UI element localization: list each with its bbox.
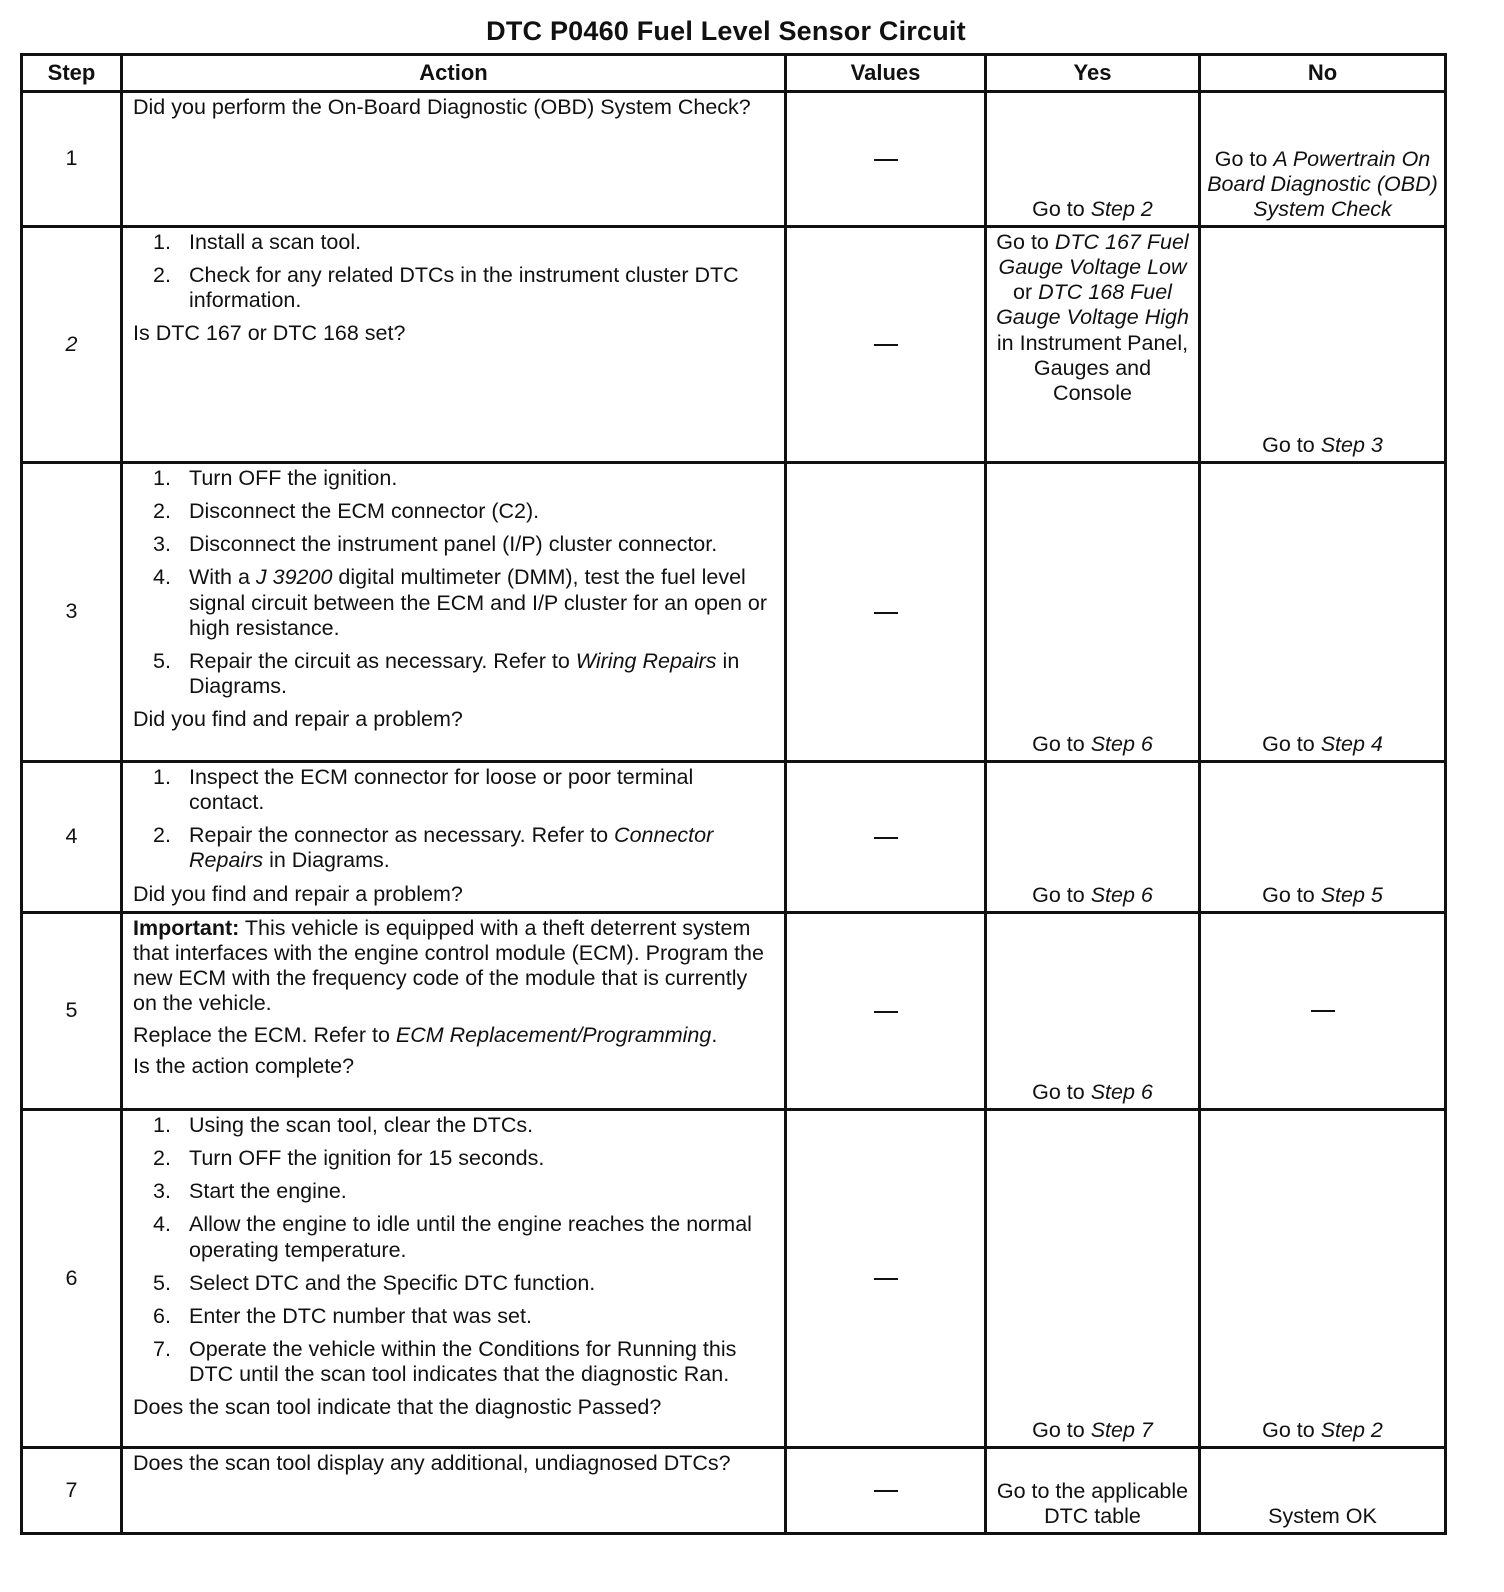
action-cell — [122, 227, 786, 463]
action-cell — [122, 913, 786, 1110]
yes-link: DTC 168 Fuel Gauge Voltage High — [996, 280, 1189, 330]
yes-cell: Go to the applicable DTC table — [986, 1448, 1200, 1534]
values-cell — [786, 1110, 986, 1448]
list-item: 7. Operate the vehicle within the Conditions for Running this DTC until the scan tool indicates that the diagnostic Ran. — [153, 1336, 737, 1387]
no-cell: Go to Step 3 — [1200, 227, 1446, 463]
diagnostic-table — [20, 53, 1447, 1535]
list-item: 6. Enter the DTC number that was set. — [153, 1303, 532, 1328]
important-note: Important: This vehicle is equipped with a theft deterrent system that interfaces with the engine control module (ECM). Program the new ECM with the frequency code of the module that is currently on the vehicle. — [133, 916, 764, 1016]
step-number: 1 — [22, 92, 122, 227]
yes-prefix: Go to — [1032, 196, 1091, 221]
values-cell — [786, 463, 986, 762]
list-item: 1. Turn OFF the ignition. — [153, 466, 398, 490]
yes-cell — [986, 92, 1200, 227]
header-no: No — [1200, 55, 1446, 92]
action-cell — [122, 1110, 786, 1448]
important-label: Important: — [133, 916, 240, 940]
yes-cell: Go to Step 7 — [986, 1110, 1200, 1448]
yes-cell: Go to DTC 167 Fuel Gauge Voltage Low or DTC 168 Fuel Gauge Voltage High in Instrument Panel, Gauges and Console — [986, 227, 1200, 463]
dash-mark — [874, 1011, 898, 1013]
dash-mark — [874, 1490, 898, 1492]
action-question: Did you find and repair a problem? — [133, 707, 463, 732]
no-link: Step 5 — [1320, 882, 1383, 907]
no-link: Step 3 — [1320, 432, 1383, 457]
action-question: Did you find and repair a problem? — [133, 881, 463, 906]
page-title: DTC P0460 Fuel Level Sensor Circuit — [486, 16, 966, 46]
header-yes: Yes — [986, 55, 1200, 92]
header-action: Action — [122, 55, 786, 92]
no-cell — [1200, 913, 1446, 1110]
yes-link: Step 2 — [1090, 196, 1153, 221]
table-row — [22, 92, 1446, 227]
header-values: Values — [786, 55, 986, 92]
values-cell — [786, 92, 986, 227]
step-number: 3 — [22, 463, 122, 762]
list-item: 1. Install a scan tool. — [153, 230, 362, 254]
table-row — [22, 227, 1446, 463]
action-question: Did you perform the On-Board Diagnostic (OBD) System Check? — [133, 95, 751, 119]
no-link: Step 4 — [1320, 731, 1383, 756]
yes-link: Step 7 — [1090, 1417, 1153, 1442]
list-item: 4. Allow the engine to idle until the engine reaches the normal operating temperature. — [153, 1212, 752, 1262]
action-steps — [133, 765, 774, 874]
yes-link: Step 6 — [1090, 731, 1153, 756]
list-item: 3. Disconnect the instrument panel (I/P) cluster connector. — [153, 532, 718, 557]
list-item: 1. Using the scan tool, clear the DTCs. — [153, 1113, 534, 1137]
values-cell — [786, 762, 986, 913]
values-cell — [786, 227, 986, 463]
list-item: 3. Start the engine. — [153, 1179, 347, 1204]
yes-cell: Go to Step 6 — [986, 913, 1200, 1110]
no-link: A Powertrain On Board Diagnostic (OBD) System Check — [1207, 146, 1438, 221]
step-number: 4 — [22, 762, 122, 913]
action-question: Does the scan tool display any additional, undiagnosed DTCs? — [133, 1451, 731, 1475]
action-question: Does the scan tool indicate that the diagnostic Passed? — [133, 1395, 662, 1420]
replace-instruction: Replace the ECM. Refer to ECM Replacement/Programming. — [133, 1022, 718, 1047]
action-steps — [133, 1113, 774, 1387]
no-cell: Go to Step 4 — [1200, 463, 1446, 762]
step-number: 2 — [22, 227, 122, 463]
list-item: 2. Repair the connector as necessary. Refer to Connector Repairs in Diagrams. — [153, 823, 714, 873]
step-number: 6 — [22, 1110, 122, 1448]
step-number: 7 — [22, 1448, 122, 1534]
dash-mark — [874, 837, 898, 839]
dash-mark — [1311, 1010, 1335, 1012]
table-row — [22, 463, 1446, 762]
action-steps — [133, 230, 774, 313]
reference-link: ECM Replacement/Programming — [395, 1022, 712, 1047]
no-link: Step 2 — [1320, 1417, 1383, 1442]
table-row — [22, 1110, 1446, 1448]
step-number: 5 — [22, 913, 122, 1110]
reference-link: Connector Repairs — [189, 823, 714, 873]
list-item: 4. With a J 39200 digital multimeter (DMM), test the fuel level signal circuit between the ECM and I/P cluster for an open or high resistance. — [153, 565, 768, 640]
action-cell — [122, 1448, 786, 1534]
table-row — [22, 762, 1446, 913]
action-cell — [122, 762, 786, 913]
yes-link: Step 6 — [1090, 1079, 1153, 1104]
yes-link: DTC 167 Fuel Gauge Voltage Low — [998, 230, 1189, 280]
header-row — [22, 55, 1446, 92]
action-cell — [122, 92, 786, 227]
values-cell — [786, 1448, 986, 1534]
table-row — [22, 1448, 1446, 1534]
no-prefix: Go to — [1214, 146, 1274, 171]
no-cell: Go to Step 2 — [1200, 1110, 1446, 1448]
values-cell — [786, 913, 986, 1110]
table-row — [22, 913, 1446, 1110]
list-item: 2. Disconnect the ECM connector (C2). — [153, 499, 540, 524]
dash-mark — [874, 1278, 898, 1280]
yes-link: Step 6 — [1090, 882, 1153, 907]
no-cell — [1200, 92, 1446, 227]
dash-mark — [874, 159, 898, 161]
action-steps — [133, 466, 774, 699]
reference-link: Wiring Repairs — [575, 648, 717, 673]
action-question: Is the action complete? — [133, 1053, 355, 1078]
dash-mark — [874, 344, 898, 346]
yes-cell: Go to Step 6 — [986, 463, 1200, 762]
list-item: 5. Repair the circuit as necessary. Refer to Wiring Repairs in Diagrams. — [153, 648, 740, 698]
list-item: 2. Turn OFF the ignition for 15 seconds. — [153, 1146, 545, 1171]
list-item: 2. Check for any related DTCs in the instrument cluster DTC information. — [153, 263, 739, 313]
dash-mark — [874, 612, 898, 614]
tool-number: J 39200 — [255, 565, 333, 590]
no-cell: System OK — [1200, 1448, 1446, 1534]
action-question: Is DTC 167 or DTC 168 set? — [133, 321, 406, 346]
list-item: 5. Select DTC and the Specific DTC function. — [153, 1270, 596, 1295]
header-step: Step — [22, 55, 122, 92]
yes-cell: Go to Step 6 — [986, 762, 1200, 913]
action-cell — [122, 463, 786, 762]
no-cell: Go to Step 5 — [1200, 762, 1446, 913]
list-item: 1. Inspect the ECM connector for loose or poor terminal contact. — [153, 765, 694, 815]
